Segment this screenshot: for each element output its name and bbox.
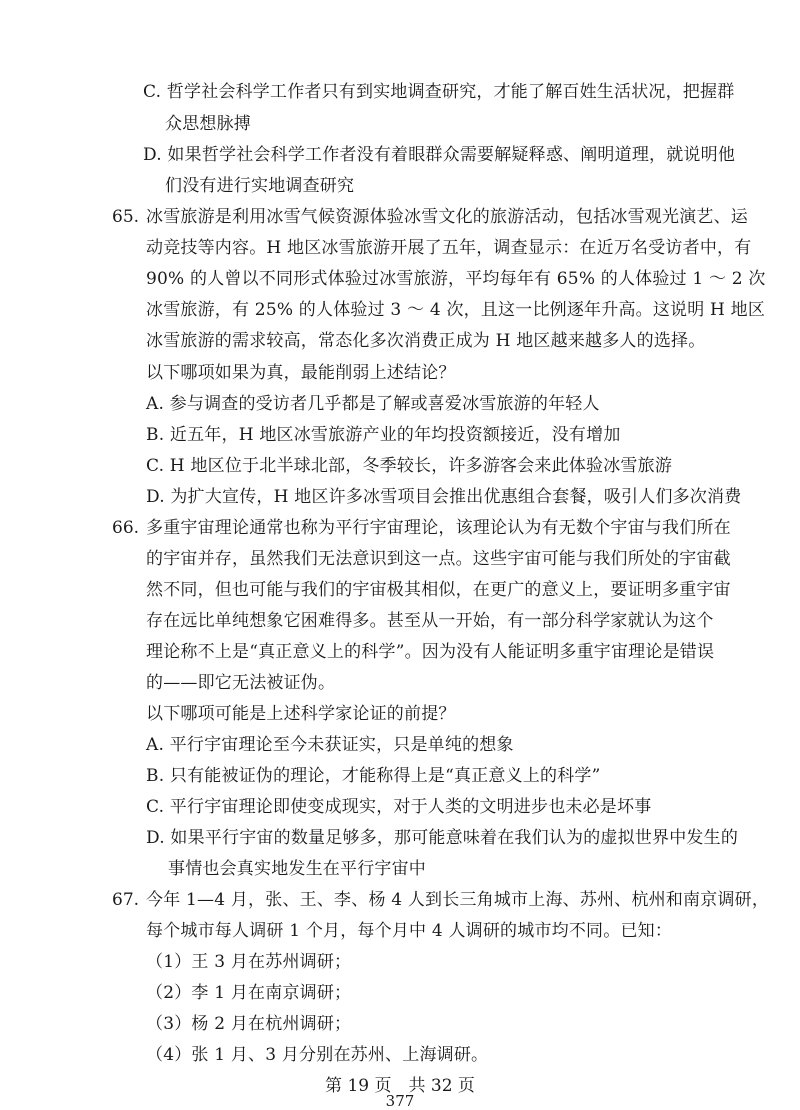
q66-number: 66. <box>112 518 140 538</box>
q65-stem-line: 冰雪旅游，有 25% 的人体验过 3 ～ 4 次，且这一比例逐年升高。这说明 H 地区 <box>146 300 766 320</box>
q65-stem-line: 冰雪旅游是利用冰雪气候资源体验冰雪文化的旅游活动，包括冰雪观光演艺、运 <box>146 207 748 227</box>
q65-option-d: D. 为扩大宣传，H 地区许多冰雪项目会推出优惠组合套餐，吸引人们多次消费 <box>146 487 742 507</box>
q67-stem-line: 今年 1—4 月，张、王、李、杨 4 人到长三角城市上海、苏州、杭州和南京调研， <box>146 890 770 910</box>
q66-stem-line: 多重宇宙理论通常也称为平行宇宙理论，该理论认为有无数个宇宙与我们所在 <box>146 518 731 538</box>
q65-stem-line: 动竞技等内容。H 地区冰雪旅游开展了五年，调查显示：在近万名受访者中，有 <box>146 238 752 258</box>
q65-option-a: A. 参与调查的受访者几乎都是了解或喜爱冰雪旅游的年轻人 <box>146 394 600 414</box>
q66-stem-line: 理论称不上是“真正意义上的科学”。因为没有人能证明多重宇宙理论是错误 <box>146 642 715 662</box>
q65-option-b: B. 近五年，H 地区冰雪旅游产业的年均投资额接近，没有增加 <box>146 425 621 445</box>
q65-option-c: C. H 地区位于北半球北部，冬季较长，许多游客会来此体验冰雪旅游 <box>146 456 673 476</box>
q65-stem-line: 90% 的人曾以不同形式体验过冰雪旅游，平均每年有 65% 的人体验过 1 ～ 2 次 <box>146 269 766 289</box>
q66-option-d-line2: 事情也会真实地发生在平行宇宙中 <box>168 859 426 879</box>
q65-number: 65. <box>112 207 140 227</box>
page-label: 第 19 页 共 32 页 <box>325 1076 475 1096</box>
q66-stem-line: 然不同，但也可能与我们的宇宙极其相似，在更广的意义上，要证明多重宇宙 <box>146 580 731 600</box>
q64-option-d-line1: D. 如果哲学社会科学工作者没有着眼群众需要解疑释惑、阐明道理，就说明他 <box>143 145 736 165</box>
q66-stem-line: 存在远比单纯想象它困难得多。甚至从一开始，有一部分科学家就认为这个 <box>146 611 714 631</box>
q66-option-b: B. 只有能被证伪的理论，才能称得上是“真正意义上的科学” <box>146 766 601 786</box>
q66-option-c: C. 平行宇宙理论即使变成现实，对于人类的文明进步也未必是坏事 <box>146 797 652 817</box>
q65-stem-line: 冰雪旅游的需求较高，常态化多次消费正成为 H 地区越来越多人的选择。 <box>146 331 706 351</box>
q66-question: 以下哪项可能是上述科学家论证的前提？ <box>146 704 456 724</box>
q67-condition-3: （3）杨 2 月在杭州调研； <box>146 1014 352 1034</box>
q67-condition-4: （4）张 1 月、3 月分别在苏州、上海调研。 <box>146 1045 489 1065</box>
q66-stem-line: 的——即它无法被证伪。 <box>146 673 336 693</box>
q64-option-d-line2: 们没有进行实地调查研究 <box>165 176 355 196</box>
q64-option-c-line2: 众思想脉搏 <box>165 114 251 134</box>
q64-option-c-line1: C. 哲学社会科学工作者只有到实地调查研究，才能了解百姓生活状况，把握群 <box>143 82 735 102</box>
q66-option-d-line1: D. 如果平行宇宙的数量足够多，那可能意味着在我们认为的虚拟世界中发生的 <box>146 828 739 848</box>
q67-stem-line: 每个城市每人调研 1 个月，每个月中 4 人调研的城市均不同。已知： <box>146 921 673 941</box>
q65-question: 以下哪项如果为真，最能削弱上述结论？ <box>146 363 456 383</box>
q66-option-a: A. 平行宇宙理论至今未获证实，只是单纯的想象 <box>146 735 514 755</box>
q67-condition-2: （2）李 1 月在南京调研； <box>146 983 352 1003</box>
q67-number: 67. <box>112 890 140 910</box>
q67-condition-1: （1）王 3 月在苏州调研； <box>146 952 352 972</box>
q66-stem-line: 的宇宙并存，虽然我们无法意识到这一点。这些宇宙可能与我们所处的宇宙截 <box>146 549 731 569</box>
page-number: 377 <box>385 1092 415 1110</box>
